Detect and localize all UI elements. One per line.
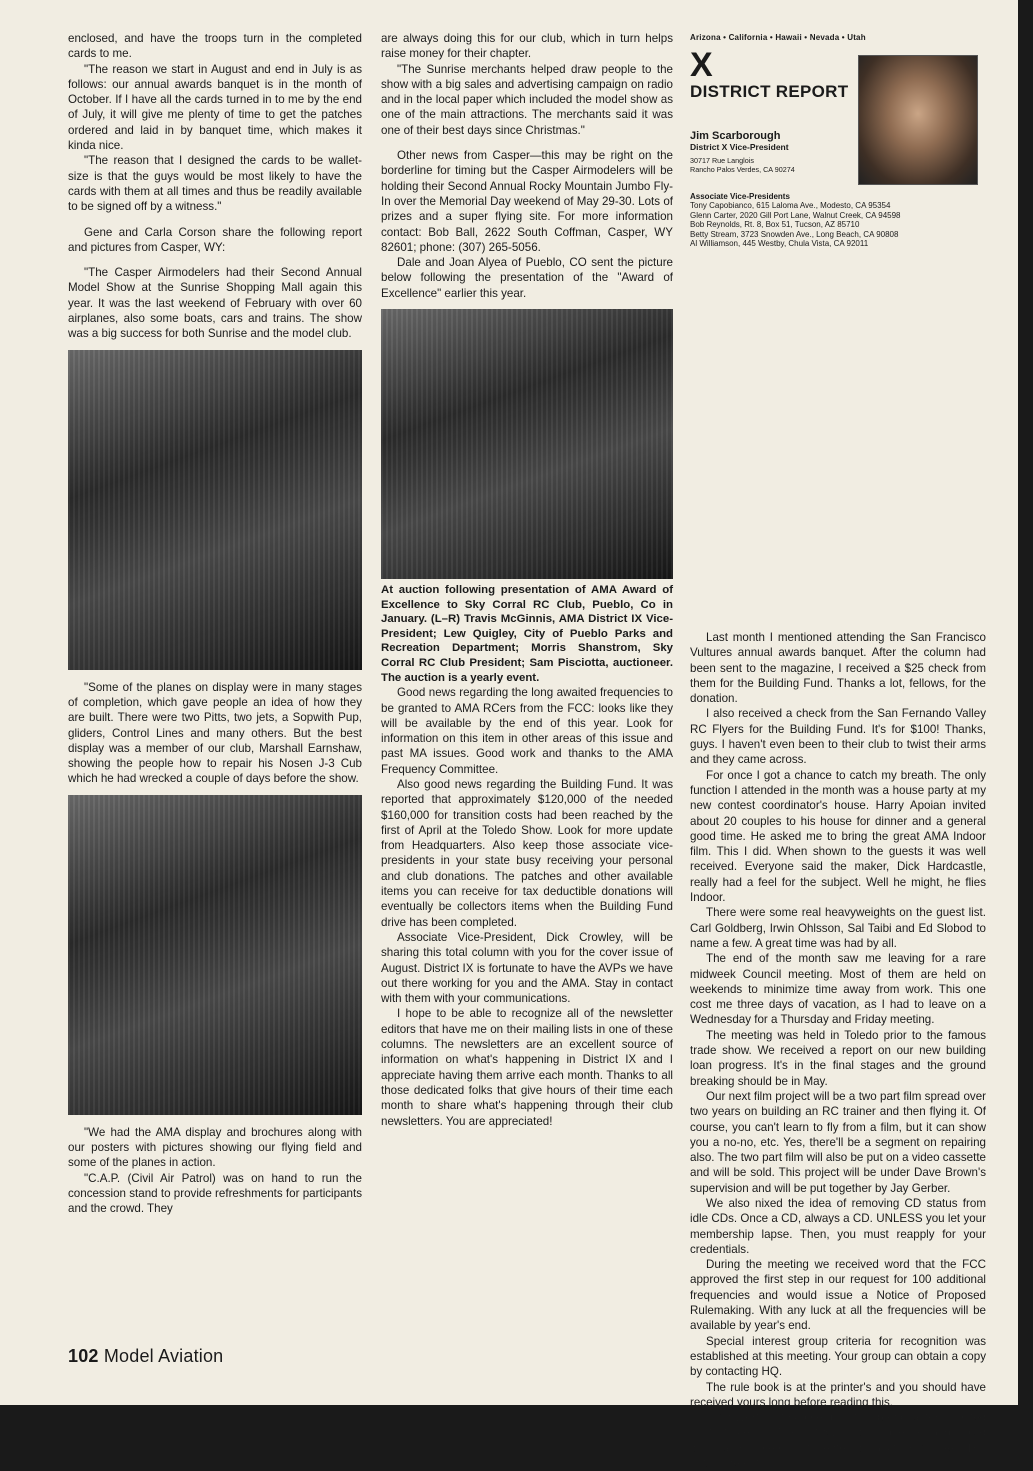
paragraph: Our next film project will be a two part film spread over two years on building an RC trainer and then flying it. Of course, you can't learn to fly from a film, but it can show you a no-no, etc. Yes, there'll be a segment on repairing also. The two part film will also be put on a video cassette and will be sold. This project will be under Dave Brown's supervision and will be put together by Jay Gerber.	[690, 1089, 986, 1195]
associates-heading: Associate Vice-Presidents	[690, 192, 790, 201]
vice-president-title: District X Vice-President	[690, 142, 789, 152]
paragraph: I hope to be able to recognize all of the newsletter editors that have me on their mailing lists in one of these columns. The newsletters are an excellent source of information on what's happening in District IX and I appreciate having them arrive each month. Thanks to all those dedicated folks that give hours of their time each month to share what's happening through their club newsletters. You are appreciated!	[381, 1007, 673, 1128]
magazine-name: Model Aviation	[103, 1346, 224, 1366]
associate-entry: Betty Stream, 3723 Snowden Ave., Long Beach, CA 90808	[690, 229, 899, 239]
photo-ama-display	[68, 795, 362, 1115]
paragraph: We also nixed the idea of removing CD status from idle CDs. Once a CD, always a CD. UNLESS you let your membership lapse. Then, you must reapply for your credentials.	[690, 1196, 986, 1256]
paragraph: I also received a check from the San Fernando Valley RC Flyers for the Building Fund. It's for $100! Thanks, guys. I haven't even been to their club to twist their arms and they came across.	[690, 707, 986, 767]
page-footer	[68, 1346, 223, 1367]
paragraph: John Worth is to come up with a proposal for a limited contest license. A fee of $10 was suggested and would allow a non-member to enter a sanctioned meet. The details need to	[690, 1411, 986, 1471]
paragraph: "The Sunrise merchants helped draw people to the show with a big sales and advertising campaign on radio and in the local paper which included the model show as one of the main attractions. The merchants said it was one of their best days since Christmas."	[381, 62, 673, 137]
paragraph: Good news regarding the long awaited frequencies to be granted to AMA RCers from the FCC: looks like they will be available by the end of this year. Look for information on this item in other areas of this issue and past MA issues. Good work and thanks to the AMA Frequency Committee.	[381, 686, 673, 776]
paragraph: The meeting was held in Toledo prior to the famous trade show. We received a report on our new building loan progress. It's in the final stages and the ground breaking should be in May.	[690, 1028, 986, 1088]
paragraph: "We had the AMA display and brochures along with our posters with pictures showing our flying field and some of the planes in action.	[68, 1125, 362, 1170]
photo-auction	[381, 309, 673, 579]
district-number: X	[690, 46, 713, 84]
photo-caption: At auction following presentation of AMA Award of Excellence to Sky Corral RC Club, Pueblo, Co in January. (L–R) Travis McGinnis, AMA District IX Vice-President; Lew Quigley, City of Pueblo Parks and Recreation Department; Morris Shanstrom, Sky Corral RC Club President; Sam Pisciotta, auctioneer. The auction is a yearly event.	[381, 584, 673, 684]
paragraph: There were some real heavyweights on the guest list. Carl Goldberg, Irwin Ohlsson, Sal Taibi and Ed Slobod to name a few. A great time was had by all.	[690, 906, 986, 950]
paragraph: are always doing this for our club, which in turn helps raise money for their chapter.	[381, 32, 673, 61]
paragraph: Dale and Joan Alyea of Pueblo, CO sent the picture below following the presentation of the "Award of Excellence" earlier this year.	[381, 256, 673, 300]
paragraph: During the meeting we received word that the FCC approved the first step in our request for 100 additional frequencies and would issue a Notice of Proposed Rulemaking. With any luck at all the frequencies will be available by year's end.	[690, 1258, 986, 1333]
address-line: 30717 Rue Langlois	[690, 156, 754, 165]
paragraph: For once I got a chance to catch my breath. The only function I attended in the month was a house party at my new contest coordinator's house. Harry Apoian invited about 20 couples to his house for dinner and a general good time. He asked me to bring the great AMA Indoor film. This I did. When shown to the guests it was well received. Everyone said the maker, Dick Hardcastle, really had a feel for the subject. Well he might, he flies Indoor.	[690, 768, 986, 905]
vice-president-name: Jim Scarborough	[690, 130, 781, 142]
column-middle	[381, 31, 673, 1129]
paragraph: enclosed, and have the troops turn in the completed cards to me.	[68, 32, 362, 61]
page-number: 102	[68, 1346, 99, 1366]
column-right	[690, 630, 986, 1471]
associate-entry: Bob Reynolds, Rt. 8, Box 51, Tucson, AZ 85710	[690, 220, 860, 230]
paragraph: The rule book is at the printer's and you should have received yours long before reading this.	[690, 1380, 986, 1409]
paragraph: "The reason we start in August and end in July is as follows: our annual awards banquet is in the month of October. If I have all the cards turned in to me by the end of July, it will give me plenty of time to get the patches ordered and laid in by banquet time, which makes it kinda nice.	[68, 62, 362, 153]
paragraph: Last month I mentioned attending the San Francisco Vultures annual awards banquet. After the column had been sent to the magazine, I received a $25 check from them for the Building Fund. Thanks a lot, fellows, for the donation.	[690, 631, 986, 706]
photo-mall-model-display	[68, 350, 362, 670]
district-states: Arizona • California • Hawaii • Nevada • Utah	[690, 33, 866, 42]
portrait-photo	[858, 55, 978, 185]
associate-entry: Al Williamson, 445 Westby, Chula Vista, CA 92011	[690, 239, 869, 249]
paragraph: The end of the month saw me leaving for a rare midweek Council meeting. Most of them are held on weekends to minimize time away from work. This one cost me three days of vacation, as I had to leave on a Wednesday for a Thursday and Friday meeting.	[690, 952, 986, 1027]
paragraph: "The reason that I designed the cards to be wallet-size is that the guys would be most likely to have the cards with them at all times and thus be readily available to be signed off by a witness."	[68, 154, 362, 214]
associates-list	[690, 201, 990, 249]
paragraph: Also good news regarding the Building Fund. It was reported that approximately $120,000 of the needed $160,000 for transition costs had been reached by the first of April at the Toledo Show. Look for more update from Headquarters. Also keep those associate vice-presidents in your state busy receiving your personal and club donations. The patches and other available items you can receive for tax deductible donations will eventually be collectors items when the Building Fund drive has been completed.	[381, 777, 673, 929]
column-left	[68, 31, 362, 1217]
district-header	[690, 33, 990, 249]
paragraph: Special interest group criteria for recognition was established at this meeting. Your group can obtain a copy by contacting HQ.	[690, 1334, 986, 1379]
section-title: DISTRICT REPORT	[690, 82, 849, 101]
paragraph: "Some of the planes on display were in many stages of completion, which gave people an idea of how they are built. There were two Pitts, two jets, a Sopwith Pup, gliders, Control Lines and many others. But the best display was a member of our club, Marshall Earnshaw, showing the people how to repair his Nosen J-3 Cub which he had wrecked a couple of days before the show.	[68, 680, 362, 786]
paragraph: "C.A.P. (Civil Air Patrol) was on hand to run the concession stand to provide refreshments for participants and the crowd. They	[68, 1171, 362, 1216]
associate-entry: Glenn Carter, 2020 Gill Port Lane, Walnut Creek, CA 94598	[690, 210, 901, 220]
address-line: Rancho Palos Verdes, CA 90274	[690, 165, 795, 174]
associate-entry: Tony Capobianco, 615 Laloma Ave., Modesto, CA 95354	[690, 201, 891, 210]
paragraph: Associate Vice-President, Dick Crowley, will be sharing this total column with you for the cover issue of August. District IX is fortunate to have the AVPs we have out there working for you and the AMA. Stay in contact with them with your communications.	[381, 930, 673, 1006]
paragraph: "The Casper Airmodelers had their Second Annual Model Show at the Sunrise Shopping Mall again this year. It was the last weekend of February with over 60 airplanes, also some boats, cars and trains. The show was a big success for both Sunrise and the model club.	[68, 266, 362, 341]
paragraph: Gene and Carla Corson share the following report and pictures from Casper, WY:	[68, 225, 362, 254]
paragraph: Other news from Casper—this may be right on the borderline for timing but the Casper Airmodelers will be holding their Second Annual Rocky Mountain Jumbo Fly-In over the Memorial Day weekend of May 29-30. Lots of prizes and a super flying site. For more information contact: Bob Ball, 2622 South Coffman, Casper, WY 82601; phone: (307) 265-5056.	[381, 149, 673, 254]
